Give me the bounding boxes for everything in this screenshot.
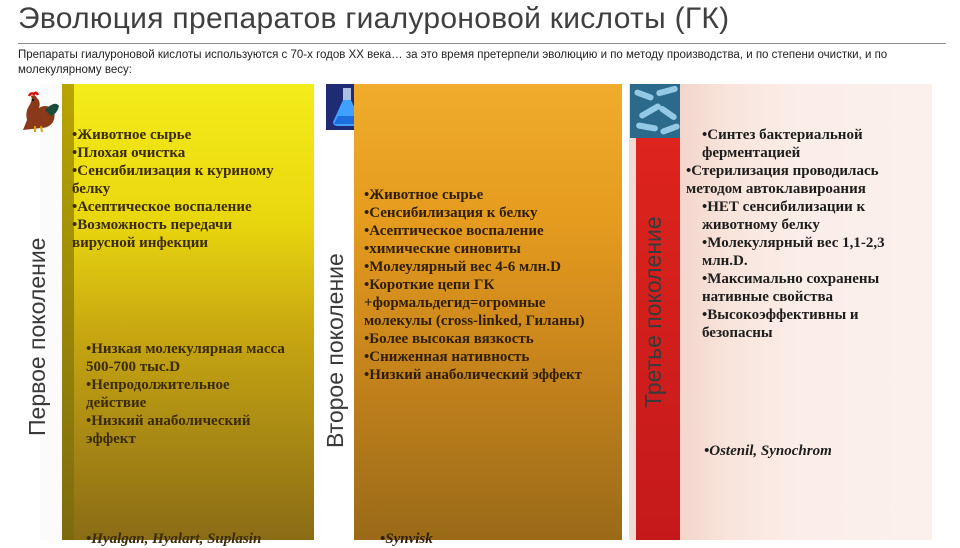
gen1-item: •Возможность передачи вирусной инфекции: [72, 217, 233, 251]
gen3-products: •Ostenil, Synochrom: [704, 443, 832, 459]
gen2-products: •Synvisk: [380, 531, 433, 547]
gen2-list: [364, 186, 608, 384]
gen1-item: •Плохая очистка: [72, 145, 186, 161]
gen1-item: •Низкая молекулярная масса 500-700 тыс.D: [86, 341, 285, 375]
gen3-item: •Высокоэффективны и безопасны: [702, 307, 859, 341]
gen1-item: •Низкий анаболический эффект: [86, 413, 251, 447]
intro-text: Препараты гиалуроновой кислоты используются с 70-х годов XX века… за это время претерпели эволюцию и по методу производства, и по степени очистки, и по молекулярному весу:: [18, 49, 888, 76]
gen2-item: •Сниженная нативность: [364, 349, 530, 365]
gen3-item: •НЕТ сенсибилизации к животному белку: [702, 199, 866, 233]
gen2-item: •химические синовиты: [364, 241, 521, 257]
gen1-block1: [72, 126, 294, 252]
gen1-label: Первое поколение: [24, 237, 50, 436]
rooster-icon: [15, 90, 61, 134]
gen2-item: •Животное сырье: [364, 187, 484, 203]
gen2-label: Второе поколение: [322, 253, 348, 448]
gen2-item: •Более высокая вязкость: [364, 331, 534, 347]
gen1-block2: [86, 340, 292, 448]
gen1-item: •Асептическое воспаление: [72, 199, 252, 215]
gen2-item: •Низкий анаболический эффект: [364, 367, 583, 383]
gen1-item: •Сенсибилизация к куриному белку: [72, 163, 274, 197]
bacteria-icon: [630, 84, 684, 138]
gen3-label: Третье поколение: [640, 216, 666, 408]
title-divider: [18, 43, 946, 44]
gen3-item: •Максимально сохранены нативные свойства: [702, 271, 880, 305]
gen1-item: •Животное сырье: [72, 127, 192, 143]
gen3-item: •Синтез бактериальной ферментацией: [702, 127, 863, 161]
gen2-item: •Короткие цепи ГК +формальдегид=огромные молекулы (cross-linked, Гиланы): [364, 277, 585, 329]
gen2-item: •Асептическое воспаление: [364, 223, 544, 239]
gen1-products: •Hyalgan, Hyalart, Suplasin: [86, 531, 262, 547]
gen3-item: •Молекулярный вес 1,1-2,3 млн.D.: [702, 235, 885, 269]
gen3-list: [686, 126, 918, 342]
gen1-item: •Непродолжительное действие: [86, 377, 230, 411]
gen2-item: •Сенсибилизация к белку: [364, 205, 538, 221]
page-title: Эволюция препаратов гиалуроновой кислоты (ГК): [18, 2, 730, 35]
gen2-item: •Молеулярный вес 4-6 млн.D: [364, 259, 561, 275]
gen3-item: •Стерилизация проводилась методом автоклавироания: [686, 163, 879, 197]
